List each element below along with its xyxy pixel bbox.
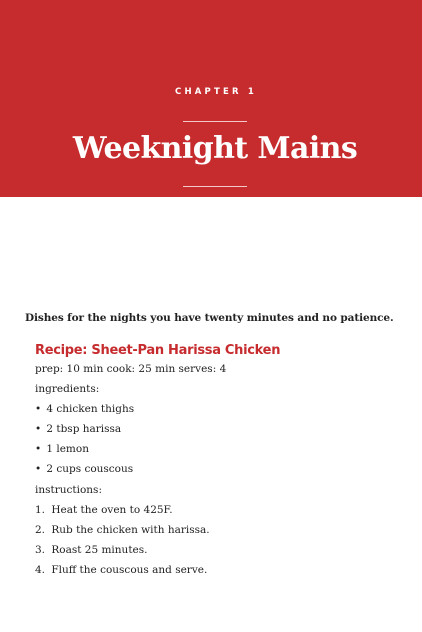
chapter-banner — [0, 0, 422, 197]
instructions-label: instructions: — [35, 484, 102, 496]
instruction-step — [35, 543, 147, 557]
chapter-label: CHAPTER 1 — [175, 87, 257, 97]
ingredient-item — [35, 402, 134, 416]
ingredient-text: 2 cups couscous — [46, 463, 134, 475]
ingredient-item — [35, 422, 121, 436]
instruction-text: Rub the chicken with harissa. — [51, 524, 210, 536]
bullet-marker: • — [35, 403, 42, 415]
recipe-title: Recipe: Sheet-Pan Harissa Chicken — [35, 343, 281, 358]
instruction-text: Heat the oven to 425F. — [51, 504, 173, 516]
instruction-step — [35, 503, 173, 517]
bullet-marker: • — [35, 423, 42, 435]
ingredient-item — [35, 442, 89, 456]
chapter-intro: Dishes for the nights you have twenty minutes and no patience. — [25, 312, 394, 324]
bullet-marker: • — [35, 443, 42, 455]
step-number: 2. — [35, 524, 46, 536]
bullet-marker: • — [35, 463, 42, 475]
recipe-meta: prep: 10 min cook: 25 min serves: 4 — [35, 363, 227, 375]
chapter-title: Weeknight Mains — [72, 131, 358, 166]
instruction-text: Fluff the couscous and serve. — [51, 564, 208, 576]
ingredient-text: 2 tbsp harissa — [46, 423, 122, 435]
ingredient-text: 1 lemon — [46, 443, 89, 455]
ingredients-label: ingredients: — [35, 383, 100, 395]
ingredient-item — [35, 462, 133, 476]
ingredient-text: 4 chicken thighs — [46, 403, 135, 415]
instruction-step — [35, 523, 210, 537]
step-number: 1. — [35, 504, 46, 516]
step-number: 3. — [35, 544, 46, 556]
instruction-text: Roast 25 minutes. — [51, 544, 148, 556]
instruction-step — [35, 563, 207, 577]
top-divider — [183, 121, 247, 122]
step-number: 4. — [35, 564, 46, 576]
bottom-divider — [183, 186, 247, 187]
